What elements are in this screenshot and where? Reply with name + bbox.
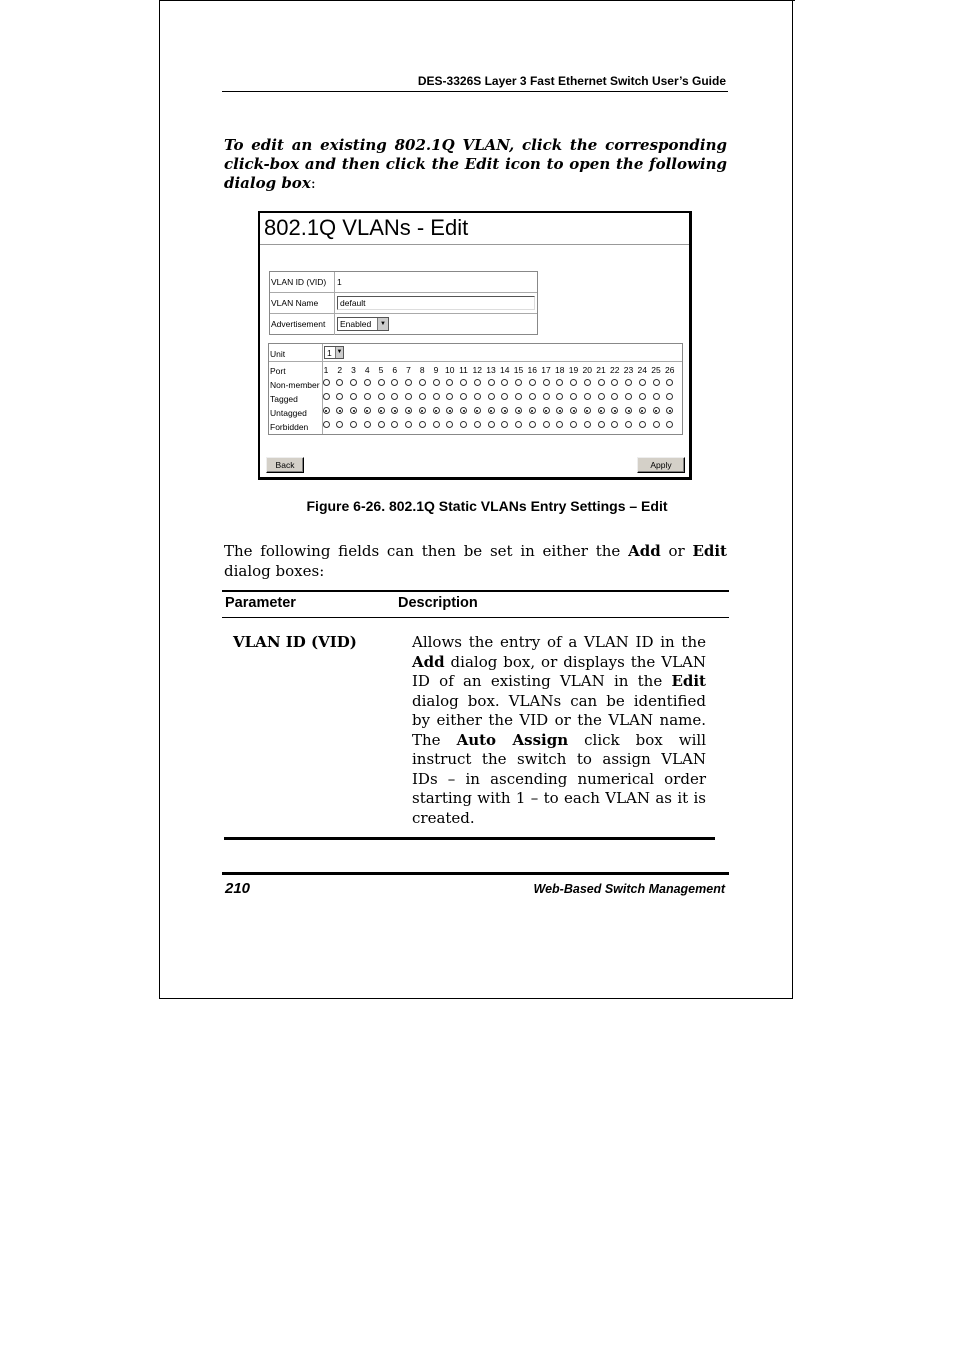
port-radio[interactable]	[639, 421, 646, 428]
port-radio[interactable]	[625, 393, 632, 400]
port-radio[interactable]	[419, 379, 426, 386]
port-radio[interactable]	[598, 407, 605, 414]
port-radio[interactable]	[570, 407, 577, 414]
port-radio[interactable]	[391, 393, 398, 400]
port-number: 4	[364, 365, 370, 375]
port-radio[interactable]	[515, 393, 522, 400]
port-number: 15	[513, 365, 524, 375]
unit-select[interactable]	[324, 346, 344, 359]
port-radio[interactable]	[446, 393, 453, 400]
port-radio[interactable]	[350, 379, 357, 386]
port-radio[interactable]	[598, 379, 605, 386]
port-radio[interactable]	[598, 393, 605, 400]
desc-text-1: Allows the entry of a VLAN ID in the	[412, 633, 706, 651]
port-radio[interactable]	[446, 379, 453, 386]
port-number: 9	[433, 365, 439, 375]
untagged-label: Untagged	[270, 408, 307, 418]
port-radio[interactable]	[625, 421, 632, 428]
port-radio[interactable]	[419, 407, 426, 414]
port-number: 17	[541, 365, 551, 375]
para-add: Add	[628, 542, 661, 560]
running-header: DES-3326S Layer 3 Fast Ethernet Switch User’s Guide	[417, 74, 726, 88]
port-radio[interactable]	[570, 393, 577, 400]
port-radio[interactable]	[584, 407, 591, 414]
table-bottom-rule	[224, 837, 715, 840]
port-radio[interactable]	[391, 379, 398, 386]
unit-label: Unit	[270, 349, 286, 359]
port-radio[interactable]	[488, 421, 495, 428]
port-radio[interactable]	[336, 379, 343, 386]
advertisement-label: Advertisement	[271, 319, 326, 329]
vlan-name-label: VLAN Name	[271, 298, 319, 308]
port-radio[interactable]	[391, 407, 398, 414]
vlan-settings-table	[269, 271, 538, 335]
port-radio[interactable]	[501, 421, 508, 428]
port-radio[interactable]	[543, 393, 550, 400]
parameter-cell: VLAN ID (VID)	[233, 633, 357, 651]
port-radio[interactable]	[446, 407, 453, 414]
chevron-down-icon: ▼	[377, 318, 388, 330]
port-radio[interactable]	[653, 421, 660, 428]
port-radio[interactable]	[488, 393, 495, 400]
port-number: 24	[637, 365, 647, 375]
port-radio[interactable]	[323, 379, 330, 386]
port-radio[interactable]	[556, 421, 563, 428]
port-radio[interactable]	[611, 379, 618, 386]
vlan-edit-dialog	[258, 211, 692, 480]
description-cell	[412, 633, 706, 828]
port-radio[interactable]	[543, 421, 550, 428]
port-number: 5	[378, 365, 384, 375]
intro-paragraph	[224, 136, 727, 193]
desc-add: Add	[412, 652, 445, 671]
port-radio[interactable]	[364, 379, 371, 386]
port-number: 10	[445, 365, 455, 375]
advertisement-row	[270, 314, 537, 335]
apply-button[interactable]: Apply	[637, 457, 685, 473]
port-number: 20	[582, 365, 592, 375]
footer-rule	[222, 872, 729, 875]
port-number: 1	[323, 365, 329, 375]
port-radio[interactable]	[543, 379, 550, 386]
advertisement-value: Enabled	[340, 319, 372, 329]
port-number: 23	[623, 365, 634, 375]
port-number: 6	[392, 365, 398, 375]
port-radio[interactable]	[625, 379, 632, 386]
port-radio[interactable]	[611, 421, 618, 428]
port-radio[interactable]	[666, 421, 673, 428]
port-radio[interactable]	[378, 393, 385, 400]
port-number: 26	[665, 365, 675, 375]
table-top-rule	[222, 590, 729, 592]
vlan-name-input[interactable]: default	[337, 296, 535, 310]
port-radio[interactable]	[515, 379, 522, 386]
port-settings-table	[268, 343, 683, 435]
port-number: 25	[651, 365, 661, 375]
port-radio[interactable]	[419, 421, 426, 428]
port-radio[interactable]	[501, 407, 508, 414]
port-radio[interactable]	[460, 421, 467, 428]
port-radio[interactable]	[460, 379, 467, 386]
dialog-title: 802.1Q VLANs - Edit	[264, 215, 469, 240]
port-number: 7	[406, 365, 411, 375]
port-radio[interactable]	[666, 379, 673, 386]
port-radio[interactable]	[364, 421, 371, 428]
port-radio[interactable]	[474, 421, 481, 428]
port-number: 18	[555, 365, 565, 375]
port-radio[interactable]	[515, 407, 522, 414]
port-radio[interactable]	[364, 393, 371, 400]
port-radio[interactable]	[350, 407, 357, 414]
port-radio[interactable]	[584, 421, 591, 428]
port-radio[interactable]	[529, 421, 536, 428]
port-radio[interactable]	[405, 379, 412, 386]
port-radio[interactable]	[405, 421, 412, 428]
port-number: 11	[459, 365, 468, 375]
port-radio[interactable]	[611, 407, 618, 414]
port-radio[interactable]	[556, 379, 563, 386]
port-number: 12	[472, 365, 482, 375]
footer-title: Web-Based Switch Management	[533, 882, 725, 896]
forbidden-label: Forbidden	[270, 422, 309, 432]
port-radio[interactable]	[501, 393, 508, 400]
desc-text-4: click box will instruct the switch to assign VLAN IDs – in ascending numerical order starting with 1 – to each VLAN as it is created.	[412, 730, 706, 827]
port-radio[interactable]	[350, 393, 357, 400]
port-radio[interactable]	[625, 407, 632, 414]
vlan-id-label: VLAN ID (VID)	[271, 277, 327, 287]
desc-edit: Edit	[671, 672, 706, 690]
port-radio[interactable]	[364, 407, 371, 414]
page-number: 210	[225, 880, 251, 897]
port-number: 14	[500, 365, 510, 375]
port-radio[interactable]	[336, 407, 343, 414]
unit-value: 1	[327, 348, 332, 358]
port-number: 22	[610, 365, 620, 375]
port-radio[interactable]	[336, 421, 343, 428]
port-radio[interactable]	[488, 407, 495, 414]
para-text-2: dialog boxes:	[224, 562, 325, 580]
intro-text: To edit an existing 802.1Q VLAN, click the corresponding click-box and then click the Edit icon to open the following dialog box	[224, 136, 727, 192]
back-button[interactable]: Back	[266, 457, 304, 473]
port-radio[interactable]	[639, 379, 646, 386]
port-radio[interactable]	[653, 407, 660, 414]
header-rule	[222, 91, 728, 92]
port-radio[interactable]	[323, 421, 330, 428]
port-radio[interactable]	[666, 393, 673, 400]
port-number: 21	[596, 365, 606, 375]
port-radio[interactable]	[405, 393, 412, 400]
port-radio[interactable]	[584, 393, 591, 400]
port-radio[interactable]	[474, 379, 481, 386]
port-radio[interactable]	[570, 379, 577, 386]
port-radio[interactable]	[460, 393, 467, 400]
port-radio[interactable]	[405, 407, 412, 414]
port-radio[interactable]	[350, 421, 357, 428]
port-radio[interactable]	[378, 407, 385, 414]
chevron-down-icon: ▼	[335, 347, 343, 358]
para-or: or	[660, 542, 693, 560]
vlan-name-row	[270, 293, 537, 314]
port-radio[interactable]	[653, 393, 660, 400]
para-edit: Edit	[692, 542, 727, 560]
port-radio[interactable]	[666, 407, 673, 414]
port-number: 19	[568, 365, 579, 375]
vlan-id-row	[270, 272, 537, 293]
port-radio[interactable]	[653, 379, 660, 386]
port-radio[interactable]	[529, 379, 536, 386]
column-header-parameter: Parameter	[225, 595, 296, 611]
vlan-id-value: 1	[337, 277, 342, 287]
figure-caption: Figure 6-26. 802.1Q Static VLANs Entry Settings – Edit	[306, 498, 668, 514]
column-header-description: Description	[398, 595, 478, 611]
port-radio[interactable]	[584, 379, 591, 386]
port-radio[interactable]	[446, 421, 453, 428]
port-radio[interactable]	[570, 421, 577, 428]
port-radio[interactable]	[460, 407, 467, 414]
port-radio[interactable]	[501, 379, 508, 386]
port-radio[interactable]	[556, 393, 563, 400]
port-radio[interactable]	[611, 393, 618, 400]
desc-text-3: dialog box. VLANs can be identified by either the VID or the VLAN name. The	[412, 691, 706, 749]
port-radio[interactable]	[474, 393, 481, 400]
port-number: 16	[527, 365, 537, 375]
desc-text-2: dialog box, or displays the VLAN ID of an existing VLAN in the	[412, 652, 706, 690]
dialog-title-rule	[260, 244, 689, 245]
port-radio[interactable]	[323, 393, 330, 400]
port-radio[interactable]	[336, 393, 343, 400]
para-text-1: The following fields can then be set in either the	[224, 542, 629, 560]
port-label: Port	[270, 366, 286, 376]
port-radio[interactable]	[639, 407, 646, 414]
port-radio[interactable]	[323, 407, 330, 414]
port-number: 3	[351, 365, 356, 375]
port-radio[interactable]	[419, 393, 426, 400]
non-member-label: Non-member	[270, 380, 320, 390]
port-radio[interactable]	[433, 407, 440, 414]
port-radio[interactable]	[488, 379, 495, 386]
port-radio[interactable]	[433, 421, 440, 428]
port-radio[interactable]	[529, 393, 536, 400]
advertisement-select[interactable]	[337, 317, 389, 331]
port-number: 8	[419, 365, 425, 375]
port-radio[interactable]	[391, 421, 398, 428]
port-radio[interactable]	[639, 393, 646, 400]
intro-colon: :	[310, 174, 316, 192]
port-radio[interactable]	[378, 421, 385, 428]
port-radio[interactable]	[433, 379, 440, 386]
port-radio[interactable]	[543, 407, 550, 414]
tagged-label: Tagged	[270, 394, 298, 404]
table-header-rule	[222, 617, 729, 618]
port-radio[interactable]	[515, 421, 522, 428]
desc-auto-assign: Auto Assign	[456, 730, 569, 749]
port-radio[interactable]	[378, 379, 385, 386]
port-number: 13	[486, 365, 496, 375]
port-radio[interactable]	[433, 393, 440, 400]
port-radio[interactable]	[598, 421, 605, 428]
fields-paragraph	[224, 541, 727, 581]
port-radio[interactable]	[529, 407, 536, 414]
port-number: 2	[337, 365, 343, 375]
port-radio[interactable]	[474, 407, 481, 414]
port-radio[interactable]	[556, 407, 563, 414]
